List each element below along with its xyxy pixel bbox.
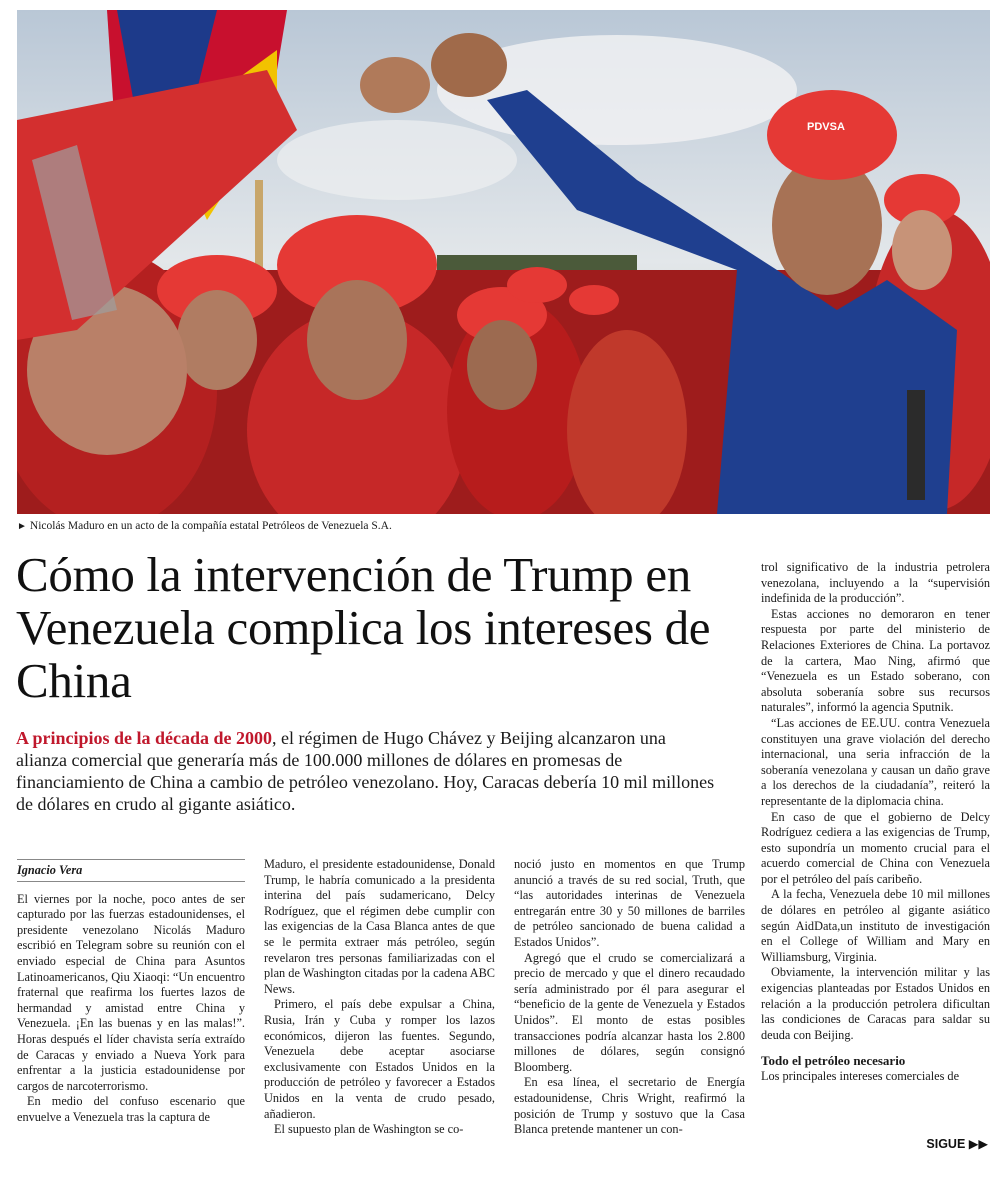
headline: Cómo la intervención de Trump en Venezuela complica los intereses de China (16, 547, 711, 708)
body-column-2 (264, 857, 495, 1138)
paragraph: Obviamente, la intervención militar y las exigencias planteadas por Estados Unidos en relación a la producción petrolera dificultan las condiciones de Caracas para saldar su deuda con Beijing. (761, 965, 990, 1042)
double-arrow-icon: ▶▶ (965, 1137, 988, 1151)
photo-caption: ► Nicolás Maduro en un acto de la compañía estatal Petróleos de Venezuela S.A. (17, 520, 392, 532)
paragraph: En medio del confuso escenario que envuelve a Venezuela tras la captura de (17, 1094, 245, 1124)
article-photo (17, 10, 990, 514)
paragraph: A la fecha, Venezuela debe 10 mil millones de dólares en petróleo al gigante asiático según AidData,un instituto de investigación en el College of William and Mary en Williamsburg, Virginia. (761, 887, 990, 964)
paragraph: El supuesto plan de Washington se co- (274, 1122, 464, 1137)
byline: Ignacio Vera (17, 859, 245, 882)
paragraph: Los principales intereses comerciales de (761, 1069, 960, 1083)
continue-marker: SIGUE ▶▶ (926, 1137, 988, 1151)
paragraph: noció justo en momentos en que Trump anunció a través de su red social, Truth, que “las autoridades interinas de Venezuela entregarán entre 30 y 50 millones de barriles de petróleo sancionado de buena calidad a Estados Unidos”. (514, 857, 745, 949)
paragraph: En esa línea, el secretario de Energía estadounidense, Chris Wright, reafirmó la posición de Trump y sostuvo que la Casa Blanca pretende mantener un con- (514, 1075, 745, 1137)
helmet-logo: PDVSA (807, 121, 845, 133)
photo-illustration (17, 10, 990, 514)
lead-paragraph (16, 727, 716, 815)
paragraph: En caso de que el gobierno de Delcy Rodríguez cediera a las exigencias de Trump, esto supondría un momento crucial para el acuerdo comercial de China con Venezuela por el petróleo del país caribeño. (761, 809, 990, 886)
body-column-1 (17, 857, 245, 1126)
paragraph: “Las acciones de EE.UU. contra Venezuela constituyen una grave violación del derecho internacional, una seria infracción de la soberanía venezolana y causan un daño grave a los derechos de la ciudadanía”, reiteró la representante de la diplomacia china. (761, 715, 990, 808)
paragraph: Primero, el país debe expulsar a China, Rusia, Irán y Cuba y romper los lazos económicos, dijeron las fuentes. Segundo, Venezuela debe aceptar asociarse exclusivamente con Estados Unidos en la producción de petróleo y favorecer a Estados Unidos en la venta de crudo pesado, añadieron. (264, 997, 495, 1121)
subheading: Todo el petróleo necesario (761, 1053, 906, 1069)
lead-text: , el régimen de Hugo Chávez y Beijing alcanzaron una alianza comercial que generaría más de 100.000 millones de dólares en promesas de financiamiento de China a cambio de petróleo venezolano. Hoy, Caracas debería 10 mil millones de dólares en crudo al gigante asiático. (16, 728, 715, 814)
body-column-4 (761, 560, 990, 1085)
body-column-3 (514, 857, 745, 1138)
paragraph: El viernes por la noche, poco antes de ser capturado por las fuerzas estadounidenses, el presidente venezolano Nicolás Maduro escribió en Telegram sobre su reunión con el enviado especial de China para Asuntos Latinoamericanos, Qiu Xiaoqi: “Un encuentro fraternal que reafirma los fuertes lazos de hermandad y amistad entre China y Venezuela. ¡En las buenas y en las malas!”. Horas después el líder chavista sería extraído de Caracas y enviado a Nueva York para enfrentar a la justicia estadounidense por cargos de narcoterrorismo. (17, 891, 245, 1093)
paragraph: trol significativo de la industria petrolera venezolana, incluyendo a la “supervisión indefinida de la producción”. (761, 560, 990, 606)
caption-arrow-icon: ► (17, 521, 27, 532)
lead-highlight: A principios de la década de 2000 (16, 728, 273, 748)
paragraph: Maduro, el presidente estadounidense, Donald Trump, le habría comunicado a la presidenta interina del país sudamericano, Delcy Rodríguez, que el régimen debe cumplir con las exigencias de la Casa Blanca antes de que se le permita extraer más petróleo, según revelaron tres personas familiarizadas con el plan de Washington citadas por la cadena ABC News. (264, 857, 495, 996)
paragraph: Estas acciones no demoraron en tener respuesta por parte del ministerio de Relaciones Exteriores de China. La portavoz de la cartera, Mao Ning, afirmó que “Venezuela es un Estado soberano, con absoluta soberanía sobre sus recursos naturales”, informó la agencia Sputnik. (761, 606, 990, 715)
paragraph: Agregó que el crudo se comercializará a precio de mercado y que el dinero recaudado sería administrado por él para asegurar el “beneficio de la gente de Venezuela y Estados Unidos”. El monto de estas posibles transacciones podría alcanzar hasta los 2.800 millones de dólares, según consignó Bloomberg. (514, 950, 745, 1074)
